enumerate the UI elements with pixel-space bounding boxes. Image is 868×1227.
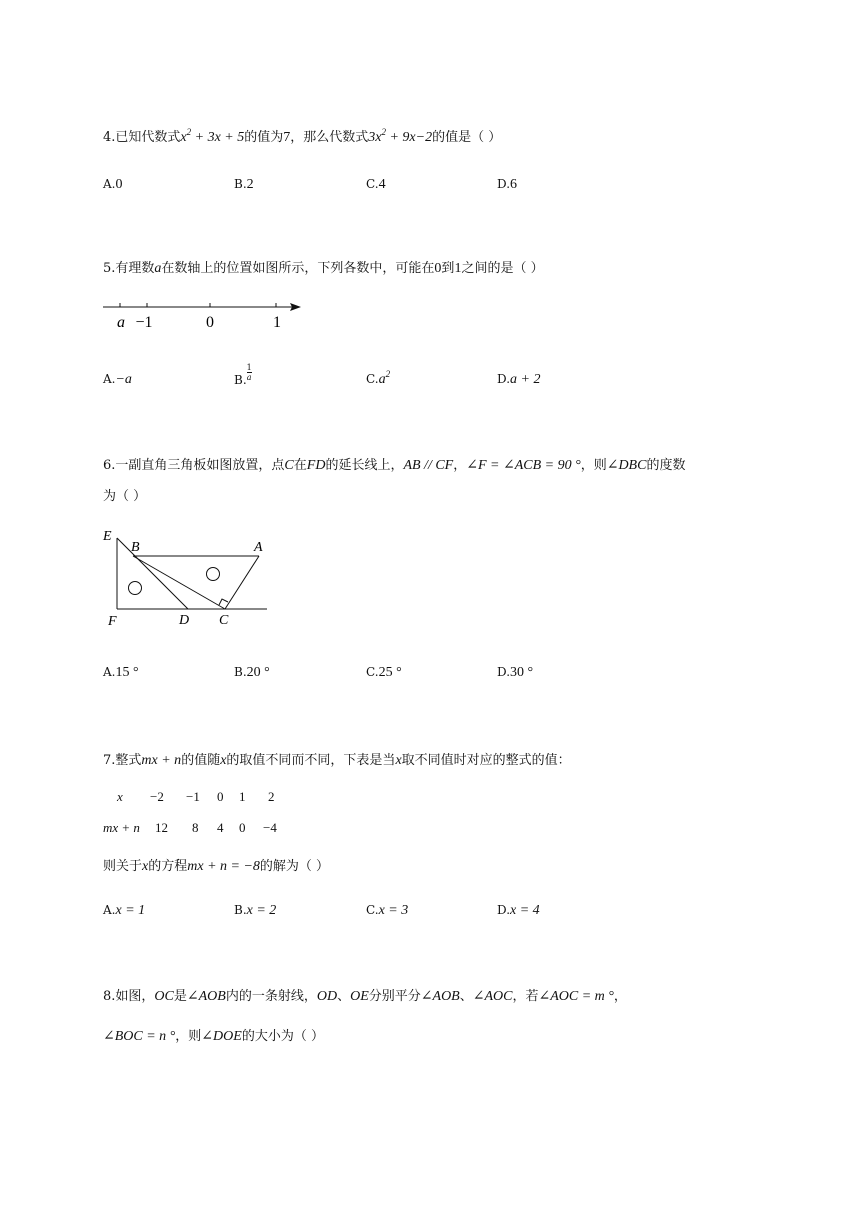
q5-option-a[interactable]: A.−a (103, 372, 132, 387)
table-cell: −1 (186, 789, 200, 804)
fraction-1-over-a: $\frac{1}{a}$ (246, 363, 252, 382)
q8-stem-line2: ∠BOC = n °，则∠DOE的大小为（ ） (103, 1029, 324, 1044)
q6-stem: 6.一副直角三角板如图放置，点C在FD的延长线上，AB // CF，∠F = ∠ACB = 90 °，则∠DBC的度数 (103, 458, 686, 473)
table-cell: 0 (239, 820, 246, 835)
label-a: A (254, 540, 263, 555)
q7-option-a[interactable]: A.x = 1 (103, 903, 146, 918)
axis-label-1: 1 (273, 314, 281, 331)
value-table (103, 789, 323, 839)
q4-option-b[interactable]: B.2 (234, 177, 254, 192)
q4-option-d[interactable]: D.6 (497, 177, 518, 192)
q7-stem: 7.整式mx + n的值随x的取值不同而不同，下表是当x取不同值时对应的整式的值： (103, 753, 571, 768)
right-angle-mark (219, 599, 228, 605)
label-b: B (131, 540, 140, 555)
table-row2-head: mx + n (103, 820, 140, 835)
table-row1-head: x (117, 789, 123, 804)
triangle-set-figure (100, 528, 275, 630)
q4-option-a[interactable]: A.0 (103, 177, 123, 192)
axis-label-neg1: −1 (135, 314, 153, 331)
table-cell: 0 (217, 789, 224, 804)
table-cell: 2 (268, 789, 275, 804)
label-d: D (179, 613, 190, 628)
label-c: C (219, 613, 229, 628)
q8-stem: 8.如图，OC是∠AOB内的一条射线，OD、OE分别平分∠AOB、∠AOC，若∠AOC = m °， (103, 989, 627, 1004)
axis-label-0: 0 (206, 314, 214, 331)
q4-stem: 4.已知代数式$x^2 + 3x + 5$的值为7，那么代数式$3x^2 + 9x-2$的值是（ ） (103, 127, 502, 145)
table-cell: −4 (263, 820, 277, 835)
q4-expr2: $3x^2 + 9x-2$ (368, 127, 433, 145)
q6-option-c[interactable]: C.25 ° (366, 665, 402, 680)
q5-option-b[interactable]: B. $\frac{1}{a}$ (234, 363, 252, 387)
table-cell: 1 (239, 789, 246, 804)
q7-option-d[interactable]: D.x = 4 (497, 903, 540, 918)
q6-option-b[interactable]: B.20 ° (234, 665, 270, 680)
q5-stem: 5.有理数a在数轴上的位置如图所示，下列各数中，可能在0到1之间的是（ ） (103, 261, 544, 276)
q7-question-line: 则关于x的方程mx + n = −8的解为（ ） (103, 859, 330, 874)
label-e: E (103, 529, 112, 544)
q6-option-d[interactable]: D.30 ° (497, 665, 534, 680)
table-cell: 12 (155, 820, 168, 835)
edge-ac (225, 556, 259, 609)
table-cell: 8 (192, 820, 199, 835)
q6-stem-line2: 为（ ） (103, 489, 147, 504)
label-f: F (108, 614, 117, 629)
q7-option-c[interactable]: C.x = 3 (366, 903, 409, 918)
number-line-figure (100, 296, 310, 336)
q7-option-b[interactable]: B.x = 2 (234, 903, 277, 918)
edge-ed (117, 538, 188, 609)
q6-option-a[interactable]: A.15 ° (103, 665, 139, 680)
q5-option-d[interactable]: D.a + 2 (497, 372, 541, 387)
hole-circle-icon (129, 582, 142, 595)
q4-option-c[interactable]: C.4 (366, 177, 386, 192)
q4-expr1: $x^2 + 3x + 5$ (180, 127, 245, 145)
q5-option-c[interactable]: $C.a^2$ (366, 369, 391, 387)
hole-circle-icon (207, 568, 220, 581)
table-cell: 4 (217, 820, 224, 835)
table-cell: −2 (150, 789, 164, 804)
axis-label-a: a (117, 314, 125, 331)
edge-bc (133, 556, 225, 609)
